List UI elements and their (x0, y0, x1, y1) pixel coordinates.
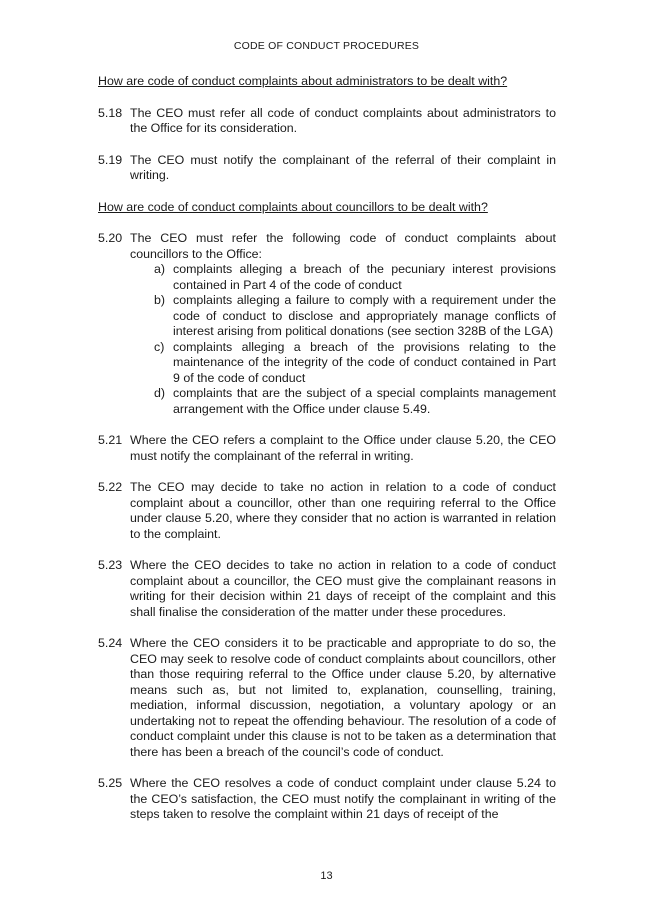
clause-number: 5.21 (98, 433, 123, 447)
clause-text: The CEO must refer the following code of conduct complaints about councillors to the Office: (130, 231, 556, 261)
clause-5-20-list (130, 262, 556, 417)
clause-text: Where the CEO refers a complaint to the Office under clause 5.20, the CEO must notify the complainant of the referral in writing. (130, 433, 556, 463)
clause-text: Where the CEO resolves a code of conduct complaint under clause 5.24 to the CEO’s satisfaction, the CEO must notify the complainant in writing of the steps taken to resolve the complaint within 21 days of receipt of the (130, 776, 556, 821)
list-item-letter: a) (154, 262, 166, 276)
clause-5-22 (98, 480, 556, 542)
clause-text: Where the CEO considers it to be practicable and appropriate to do so, the CEO may seek to resolve code of conduct complaints about councillors, other than those requiring referral to the Office under clause 5.20, by alternative means such as, but not limited to, explanation, counselling, training, mediation, informal discussion, negotiation, a voluntary apology or an undertaking not to repeat the offending behaviour. The resolution of a code of conduct complaint under this clause is not to be taken as a determination that there has been a breach of the council’s code of conduct. (130, 636, 556, 759)
list-item (130, 340, 556, 387)
list-item-letter: b) (154, 293, 166, 307)
clause-5-20 (98, 231, 556, 417)
clause-5-25 (98, 776, 556, 823)
clause-number: 5.18 (98, 105, 123, 120)
clause-text: The CEO must notify the complainant of the referral of their complaint in writing. (130, 152, 556, 182)
clause-text: Where the CEO decides to take no action in relation to a code of conduct complaint about a councillor, the CEO must give the complainant reasons in writing for their decision within 21 days of receipt of the complaint and this shall finalise the consideration of the matter under these procedures. (130, 558, 556, 619)
list-item-letter: c) (154, 339, 165, 354)
list-item (130, 262, 556, 293)
clause-number: 5.22 (98, 480, 123, 494)
clause-text: The CEO may decide to take no action in relation to a code of conduct complaint about a councillor, other than one requiring referral to the Office under clause 5.20, where they consider that no action is warranted in relation to the complaint. (130, 480, 556, 541)
list-item (130, 386, 556, 417)
clause-5-19 (98, 153, 556, 184)
clause-5-23 (98, 558, 556, 620)
page-number: 13 (320, 870, 333, 882)
clause-number: 5.20 (98, 231, 123, 245)
list-item-text: complaints alleging a failure to comply with a requirement under the code of conduct to disclose and appropriately manage conflicts of interest arising from political donations (see section 328B of the LGA) (173, 293, 556, 338)
clause-text: The CEO must refer all code of conduct complaints about administrators to the Office for its consideration. (130, 105, 556, 135)
section-heading-administrators: How are code of conduct complaints about administrators to be dealt with? (98, 74, 508, 88)
list-item-text: complaints that are the subject of a special complaints management arrangement with the Office under clause 5.49. (173, 386, 556, 416)
clause-number: 5.23 (98, 558, 123, 572)
clause-number: 5.19 (98, 152, 123, 167)
list-item (130, 293, 556, 340)
page-header: CODE OF CONDUCT PROCEDURES (233, 40, 420, 52)
clause-5-21 (98, 433, 556, 464)
section-heading-councillors: How are code of conduct complaints about councillors to be dealt with? (98, 199, 488, 214)
clause-number: 5.24 (98, 636, 123, 650)
list-item-text: complaints alleging a breach of the pecuniary interest provisions contained in Part 4 of the code of conduct (173, 262, 556, 292)
list-item-text: complaints alleging a breach of the provisions relating to the maintenance of the integrity of the code of conduct contained in Part 9 of the code of conduct (173, 339, 556, 385)
clause-5-24 (98, 636, 556, 760)
list-item-letter: d) (154, 386, 166, 400)
document-body (98, 74, 556, 839)
clause-number: 5.25 (98, 776, 123, 790)
clause-5-18 (98, 106, 556, 137)
